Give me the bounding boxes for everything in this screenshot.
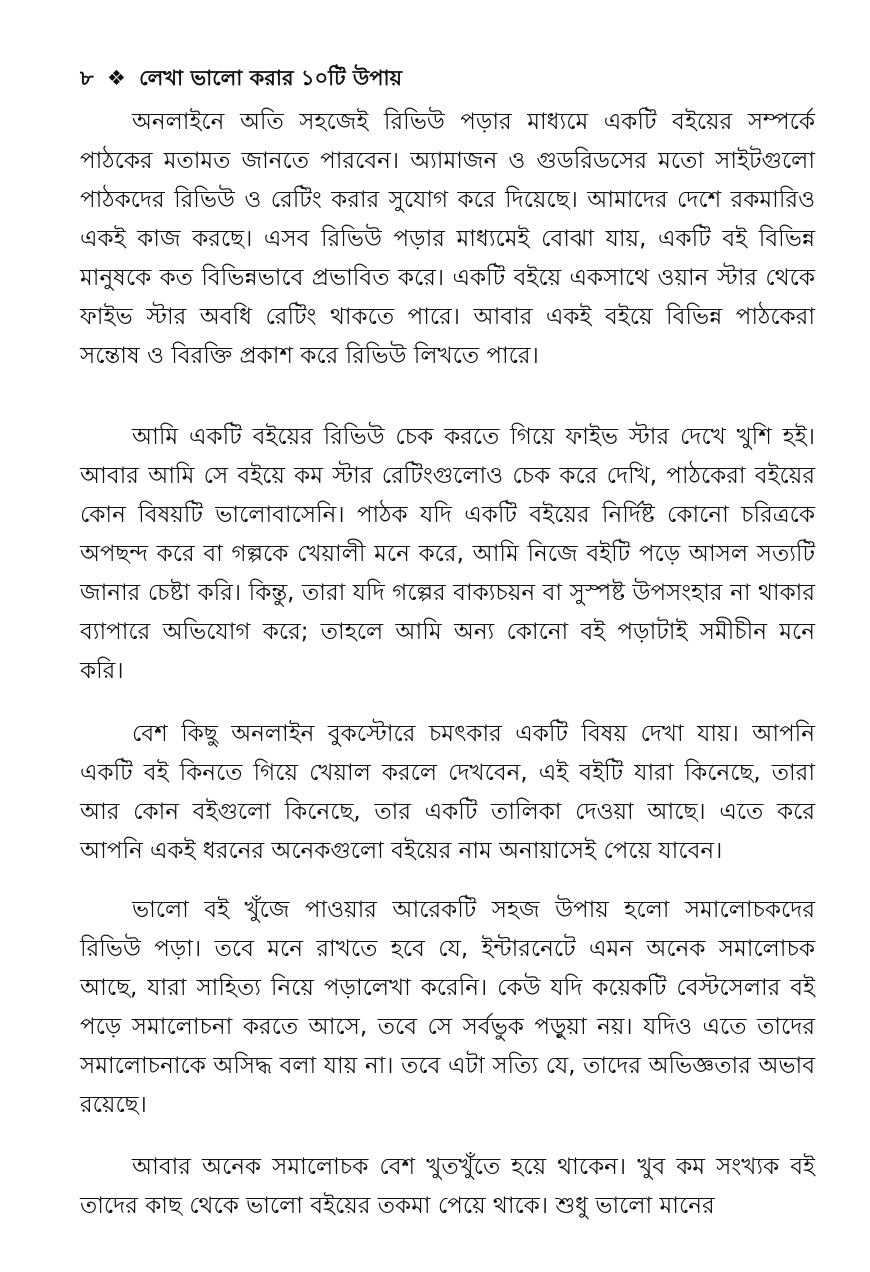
paragraph: বেশ কিছু অনলাইন বুকস্টোরে চমৎকার একটি বিষয় দেখা যায়। আপনি একটি বই কিনতে গিয়ে খেয়াল করলে দেখবেন, এই বইটি যারা কিনেছে, তারা আর কোন বইগুলো কিনেছে, তার একটি তালিকা দেওয়া আছে। এতে করে আপনি একই ধরনের অনেকগুলো বইয়ের নাম অনায়াসেই পেয়ে যাবেন।: [80, 721, 815, 864]
page-number: ৮: [80, 66, 94, 90]
paragraph: আবার অনেক সমালোচক বেশ খুতখুঁতে হয়ে থাকেন। খুব কম সংখ্যক বই তাদের কাছ থেকে ভালো বইয়ের তকমা পেয়ে থাকে। শুধু ভালো মানের: [80, 1154, 815, 1219]
running-header: [80, 62, 402, 97]
paragraph: অনলাইনে অতি সহজেই রিভিউ পড়ার মাধ্যমে একটি বইয়ের সম্পর্কে পাঠকের মতামত জানতে পারবেন। অ্যামাজন ও গুডরিডসের মতো সাইটগুলো পাঠকদের রিভিউ ও রেটিং করার সুযোগ করে দিয়েছে। আমাদের দেশে রকমারিও একই কাজ করছে। এসব রিভিউ পড়ার মাধ্যমেই বোঝা যায়, একটি বই বিভিন্ন মানুষকে কত বিভিন্নভাবে প্রভাবিত করে। একটি বইয়ে একসাথে ওয়ান স্টার থেকে ফাইভ স্টার অবধি রেটিং থাকতে পারে। আবার একই বইয়ে বিভিন্ন পাঠকেরা সন্তোষ ও বিরক্তি প্রকাশ করে রিভিউ লিখতে পারে।: [80, 109, 815, 369]
ornament-icon: ❖: [106, 66, 126, 90]
paragraph: ভালো বই খুঁজে পাওয়ার আরেকটি সহজ উপায় হলো সমালোচকদের রিভিউ পড়া। তবে মনে রাখতে হবে যে, ইন্টারনেটে এমন অনেক সমালোচক আছে, যারা সাহিত্য নিয়ে পড়ালেখা করেনি। কেউ যদি কয়েকটি বেস্টসেলার বই পড়ে সমালোচনা করতে আসে, তবে সে সর্বভুক পড়ুয়া নয়। যদিও এতে তাদের সমালোচনাকে অসিদ্ধ বলা যায় না। তবে এটা সত্যি যে, তাদের অভিজ্ঞতার অভাব রয়েছে।: [80, 897, 815, 1118]
paragraph: আমি একটি বইয়ের রিভিউ চেক করতে গিয়ে ফাইভ স্টার দেখে খুশি হই। আবার আমি সে বইয়ে কম স্টার রেটিংগুলোও চেক করে দেখি, পাঠকেরা বইয়ের কোন বিষয়টি ভালোবাসেনি। পাঠক যদি একটি বইয়ের নির্দিষ্ট কোনো চরিত্রকে অপছন্দ করে বা গল্পকে খেয়ালী মনে করে, আমি নিজে বইটি পড়ে আসল সত্যটি জানার চেষ্টা করি। কিন্তু, তারা যদি গল্পের বাক্যচয়ন বা সুস্পষ্ট উপসংহার না থাকার ব্যাপারে অভিযোগ করে; তাহলে আমি অন্য কোনো বই পড়াটাই সমীচীন মনে করি।: [80, 424, 815, 684]
chapter-title: লেখা ভালো করার ১০টি উপায়: [139, 66, 402, 90]
